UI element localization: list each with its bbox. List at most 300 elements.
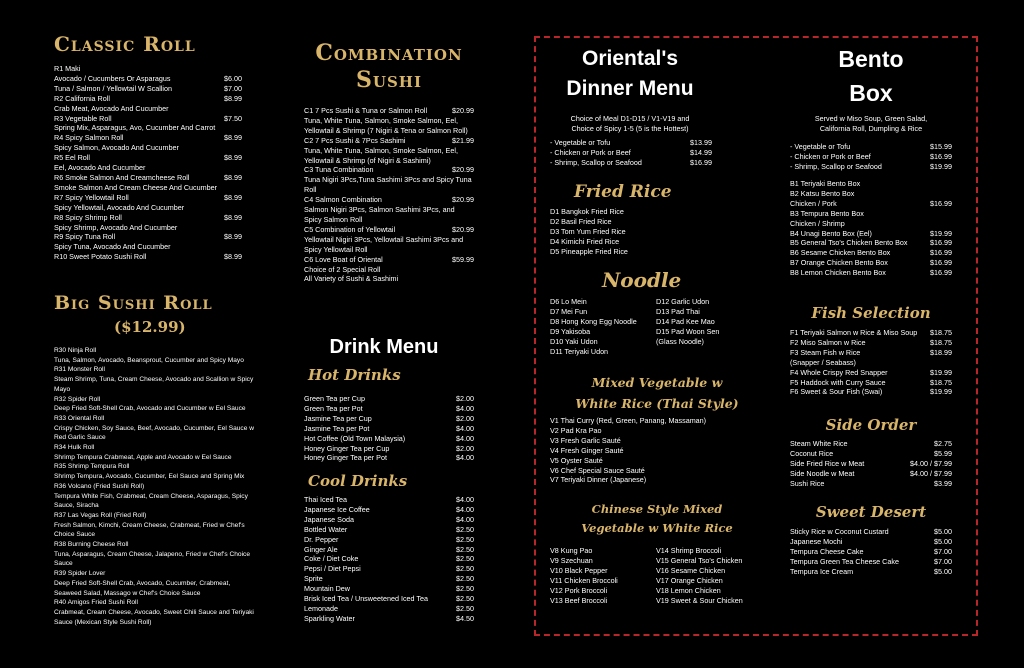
hot-drink-item bbox=[304, 414, 474, 424]
big-roll-line: Tempura White Fish, Crabmeat, Cream Cheese, Asparagus, Spicy Sauce, Siracha bbox=[54, 492, 248, 510]
combination-item-price: $21.99 bbox=[452, 135, 474, 145]
big-roll-line: R36 Volcano (Fried Sushi Roll) bbox=[54, 482, 145, 490]
bento-item-name: B5 General Tso's Chicken Bento Box bbox=[790, 238, 908, 248]
bento-price-item bbox=[790, 152, 952, 162]
bento-price-item-price: $16.99 bbox=[930, 151, 952, 161]
fish-item bbox=[790, 378, 952, 388]
bento-title-line2: Box bbox=[849, 80, 893, 106]
big-roll-line: R38 Burning Cheese Roll bbox=[54, 541, 129, 549]
bento-price-item bbox=[790, 142, 952, 152]
chinese-style-list bbox=[550, 546, 756, 605]
combination-item-name: C5 Combination of Yellowtail bbox=[304, 224, 396, 234]
classic-roll-item-name: Spicy Salmon, Avocado And Cucumber bbox=[54, 143, 179, 153]
noodle-item: D10 Yaki Udon bbox=[550, 336, 598, 346]
dessert-item-name: Tempura Ice Cream bbox=[790, 566, 854, 576]
big-roll-title: Big Sushi Roll bbox=[54, 292, 213, 314]
classic-roll-item-name: Spring Mix, Asparagus, Avo, Cucumber And Carrot bbox=[54, 123, 216, 133]
chinese-right-list bbox=[656, 546, 756, 605]
bento-price-item-price: $15.99 bbox=[930, 142, 952, 151]
mixed-veg-item: V7 Teriyaki Dinner (Japanese) bbox=[550, 475, 647, 485]
dinner-price-item-price: $13.99 bbox=[690, 138, 712, 147]
fish-item-name: F1 Teriyaki Salmon w Rice & Miso Soup bbox=[790, 328, 918, 337]
classic-roll-item-name: Avocado / Cucumbers Or Asparagus bbox=[54, 73, 171, 83]
dessert-item-name: Tempura Cheese Cake bbox=[790, 546, 864, 556]
cool-drink-item bbox=[304, 505, 474, 515]
noodle-item: D9 Yakisoba bbox=[550, 326, 591, 336]
dinner-choice-line2: Choice of Spicy 1-5 (5 is the Hottest) bbox=[571, 123, 689, 133]
dinner-choice-text bbox=[550, 114, 710, 134]
dinner-choice-line1: Choice of Meal D1-D15 / V1-V19 and bbox=[570, 114, 690, 123]
classic-roll-item bbox=[54, 173, 242, 183]
noodle-item: D6 Lo Mein bbox=[550, 297, 587, 306]
classic-roll-item bbox=[54, 213, 242, 223]
fish-item-price: $18.75 bbox=[930, 337, 952, 347]
mixed-veg-item: V4 Fresh Ginger Sauté bbox=[550, 445, 624, 455]
side-order-item-price: $4.00 / $7.99 bbox=[910, 458, 952, 468]
big-roll-line: Deep Fried Soft-Shell Crab, Avocado and Cucumber w Eel Sauce bbox=[54, 405, 246, 413]
bento-item-name: B4 Unagi Bento Box (Eel) bbox=[790, 228, 872, 238]
bento-item-price: $16.99 bbox=[930, 268, 952, 278]
combination-item-name: Yellowtail Nigiri 3Pcs, Yellowtail Sashimi 3Pcs and Spicy Yellowtail Roll bbox=[304, 234, 464, 254]
dessert-item-name: Japanese Mochi bbox=[790, 536, 843, 546]
side-order-item-name: Coconut Rice bbox=[790, 448, 834, 458]
bento-box-title bbox=[790, 42, 952, 110]
classic-roll-item-price: $8.99 bbox=[224, 192, 242, 202]
noodle-item: D14 Pad Kee Mao bbox=[656, 316, 715, 326]
bento-price-list bbox=[790, 142, 952, 172]
mixed-veg-item: V6 Chef Special Sauce Sauté bbox=[550, 465, 645, 475]
classic-roll-item bbox=[54, 143, 242, 153]
classic-roll-item-name: R10 Sweet Potato Sushi Roll bbox=[54, 252, 147, 262]
side-order-item-price: $4.00 / $7.99 bbox=[910, 468, 952, 478]
cool-drink-item bbox=[304, 545, 474, 555]
dessert-item bbox=[790, 527, 952, 537]
combination-item-price: $59.99 bbox=[452, 254, 474, 264]
mixed-veg-item: V1 Thai Curry (Red, Green, Panang, Massaman) bbox=[550, 416, 707, 425]
chinese-style-item: V10 Black Pepper bbox=[550, 565, 608, 575]
classic-roll-item-price: $7.50 bbox=[224, 113, 242, 123]
bento-item-price: $19.99 bbox=[930, 228, 952, 238]
dinner-price-item-price: $16.99 bbox=[690, 157, 712, 167]
bento-item-price: $16.99 bbox=[930, 198, 952, 208]
classic-roll-item-name: Crab Meat, Avocado And Cucumber bbox=[54, 103, 169, 113]
bento-item bbox=[790, 229, 952, 239]
side-order-item-price: $3.99 bbox=[934, 478, 952, 488]
big-roll-subtitle: ($12.99) bbox=[114, 318, 186, 336]
chinese-style-item: V16 Sesame Chicken bbox=[656, 565, 726, 575]
big-roll-line: Crispy Chicken, Soy Sauce, Beef, Avocado, Cucumber, Eel Sauce w Red Garlic Sauce bbox=[54, 424, 254, 442]
side-order-list bbox=[790, 439, 952, 489]
cool-drink-item-price: $4.00 bbox=[456, 504, 474, 514]
dessert-item-price: $7.00 bbox=[934, 546, 952, 556]
classic-roll-item bbox=[54, 74, 242, 84]
hot-drink-item bbox=[304, 424, 474, 434]
combination-item-name: C3 Tuna Combination bbox=[304, 165, 374, 175]
bento-item bbox=[790, 248, 952, 258]
combination-item bbox=[304, 255, 474, 265]
big-roll-line: Fresh Salmon, Kimchi, Cream Cheese, Crabmeat, Fried w Chef's Choice Sauce bbox=[54, 521, 245, 539]
hot-drink-item bbox=[304, 444, 474, 454]
cool-drink-item-name: Bottled Water bbox=[304, 524, 348, 534]
noodle-item: D13 Pad Thai bbox=[656, 306, 700, 316]
fish-item bbox=[790, 368, 952, 378]
bento-desc-line1: Served w Miso Soup, Green Salad, bbox=[814, 114, 928, 123]
cool-drink-item-price: $4.00 bbox=[456, 495, 474, 504]
bento-item bbox=[790, 199, 952, 209]
cool-drink-item bbox=[304, 564, 474, 574]
dinner-price-item-price: $14.99 bbox=[690, 147, 712, 157]
classic-roll-item bbox=[54, 223, 242, 233]
cool-drink-item bbox=[304, 594, 474, 604]
fish-item-price: $19.99 bbox=[930, 387, 952, 397]
combination-item bbox=[304, 195, 474, 205]
fish-item bbox=[790, 338, 952, 348]
bento-item-name: B6 Sesame Chicken Bento Box bbox=[790, 248, 891, 258]
side-order-item bbox=[790, 459, 952, 469]
dessert-item bbox=[790, 537, 952, 547]
hot-drink-item-name: Jasmine Tea per Pot bbox=[304, 423, 370, 433]
bento-desc-line2: California Roll, Dumpling & Rice bbox=[819, 123, 923, 133]
hot-drink-item-name: Hot Coffee (Old Town Malaysia) bbox=[304, 433, 406, 443]
classic-roll-item bbox=[54, 203, 242, 213]
dinner-price-item-name: - Vegetable or Tofu bbox=[550, 138, 611, 147]
bento-item-name: B3 Tempura Bento Box bbox=[790, 208, 864, 218]
mixed-veg-item: V5 Oyster Sauté bbox=[550, 455, 603, 465]
side-order-item bbox=[790, 439, 952, 449]
mixed-veg-title bbox=[550, 372, 764, 414]
cool-drink-item bbox=[304, 495, 474, 505]
classic-roll-item bbox=[54, 163, 242, 173]
noodle-item: D11 Teriyaki Udon bbox=[550, 346, 609, 356]
bento-item bbox=[790, 258, 952, 268]
combination-item bbox=[304, 225, 474, 235]
noodle-left-list bbox=[550, 297, 650, 356]
side-order-item bbox=[790, 479, 952, 489]
cool-drink-item-price: $2.50 bbox=[456, 554, 474, 564]
hot-drink-item-price: $2.00 bbox=[456, 413, 474, 423]
bento-item bbox=[790, 179, 952, 189]
combination-item-name: C6 Love Boat of Oriental bbox=[304, 254, 383, 264]
cool-drink-item-price: $4.00 bbox=[456, 514, 474, 524]
sweet-desert-title: Sweet Desert bbox=[815, 503, 927, 521]
chinese-style-title bbox=[550, 500, 764, 538]
combination-title-line1: Combination bbox=[315, 40, 463, 66]
side-order-item bbox=[790, 469, 952, 479]
side-order-item-name: Side Fried Rice w Meat bbox=[790, 458, 865, 468]
hot-drink-item-price: $4.00 bbox=[456, 423, 474, 433]
fish-item-name: F2 Miso Salmon w Rice bbox=[790, 337, 866, 347]
big-roll-line: Tuna, Asparagus, Cream Cheese, Jalapeno, Fried w Chef's Choice Sauce bbox=[54, 550, 250, 568]
noodle-item: D12 Garlic Udon bbox=[656, 297, 710, 306]
cool-drink-item-price: $2.50 bbox=[456, 564, 474, 574]
combination-item bbox=[304, 146, 474, 166]
classic-roll-item-price: $8.99 bbox=[224, 93, 242, 103]
chinese-style-item: V11 Chicken Broccoli bbox=[550, 575, 618, 585]
big-roll-line: Tuna, Salmon, Avocado, Beansprout, Cucumber and Spicy Mayo bbox=[54, 356, 244, 364]
dessert-item-price: $5.00 bbox=[934, 536, 952, 546]
classic-roll-item bbox=[54, 193, 242, 203]
combination-list bbox=[304, 106, 474, 284]
side-order-title: Side Order bbox=[825, 416, 917, 434]
fried-rice-item: D1 Bangkok Fried Rice bbox=[550, 207, 624, 216]
cool-drink-item-name: Dr. Pepper bbox=[304, 534, 339, 544]
classic-roll-list bbox=[54, 64, 242, 262]
dinner-title-line1: Oriental's bbox=[581, 47, 679, 70]
fried-rice-list bbox=[550, 207, 690, 257]
classic-roll-item-name: R6 Smoke Salmon And Creamcheese Roll bbox=[54, 172, 190, 182]
dessert-item-price: $7.00 bbox=[934, 556, 952, 566]
combination-item-name: Tuna Nigiri 3Pcs,Tuna Sashimi 3Pcs and Spicy Tuna Roll bbox=[304, 175, 472, 195]
combination-item-name: C1 7 Pcs Sushi & Tuna or Salmon Roll bbox=[304, 106, 428, 115]
dinner-title-line2: Dinner Menu bbox=[566, 77, 694, 100]
big-roll-line: Deep Fried Soft-Shell Crab, Avocado, Cucumber, Crabmeat, Seaweed Salad, Massago w Chef's Choice Sauce bbox=[54, 579, 231, 597]
combination-item bbox=[304, 136, 474, 146]
cool-drink-item bbox=[304, 604, 474, 614]
classic-roll-item bbox=[54, 183, 242, 193]
cool-drink-item-price: $2.50 bbox=[456, 594, 474, 604]
hot-drinks-title: Hot Drinks bbox=[308, 366, 401, 384]
chinese-style-item: V14 Shrimp Broccoli bbox=[656, 546, 722, 555]
big-roll-line: Shrimp Tempura, Avocado, Cucumber, Eel Sauce and Spring Mix bbox=[54, 473, 245, 481]
cool-drink-item-price: $2.50 bbox=[456, 603, 474, 613]
classic-roll-item-name: R7 Spicy Yellowtail Roll bbox=[54, 192, 129, 202]
classic-roll-item bbox=[54, 242, 242, 252]
cool-drink-item bbox=[304, 515, 474, 525]
cool-drink-item bbox=[304, 554, 474, 564]
fish-item bbox=[790, 328, 952, 338]
hot-drink-item-price: $4.00 bbox=[456, 453, 474, 463]
classic-roll-item-price: $8.99 bbox=[224, 133, 242, 143]
classic-roll-item bbox=[54, 232, 242, 242]
hot-drink-item-price: $2.00 bbox=[456, 443, 474, 453]
bento-description bbox=[790, 114, 952, 134]
bento-item-name: B1 Teriyaki Bento Box bbox=[790, 179, 861, 188]
combination-item bbox=[304, 265, 474, 275]
combination-item-name: C4 Salmon Combination bbox=[304, 195, 382, 205]
bento-item-name: B8 Lemon Chicken Bento Box bbox=[790, 268, 886, 278]
combination-item-name: Tuna, White Tuna, Salmon, Smoke Salmon, Eel, Yellowtail & Shrimp (7 Nigiri & Tena or Salmon Roll) bbox=[304, 115, 468, 135]
noodle-item: D7 Mei Fun bbox=[550, 306, 588, 316]
big-roll-line: R34 Hulk Roll bbox=[54, 444, 95, 452]
big-roll-line: R32 Spider Roll bbox=[54, 395, 101, 403]
classic-roll-item-name: R8 Spicy Shrimp Roll bbox=[54, 212, 122, 222]
cool-drink-item bbox=[304, 584, 474, 594]
dinner-menu-title bbox=[550, 44, 710, 104]
bento-item-name: Chicken / Pork bbox=[790, 198, 837, 208]
big-roll-line: Steam Shrimp, Tuna, Cream Cheese, Avocado and Scallion w Spicy Mayo bbox=[54, 376, 254, 393]
classic-roll-item-name: R2 California Roll bbox=[54, 93, 110, 103]
dessert-item-price: $5.00 bbox=[934, 566, 952, 576]
side-order-item-name: Side Noodle w Meat bbox=[790, 468, 855, 478]
dinner-price-item bbox=[550, 138, 712, 148]
chinese-style-item: V18 Lemon Chicken bbox=[656, 585, 721, 595]
fish-item-name: F3 Steam Fish w Rice bbox=[790, 347, 861, 357]
classic-roll-item-price: $8.99 bbox=[224, 232, 242, 242]
classic-roll-item bbox=[54, 94, 242, 104]
fish-item-price: $19.99 bbox=[930, 367, 952, 377]
bento-price-item-name: - Shrimp, Scallop or Seafood bbox=[790, 161, 882, 171]
cool-drink-item-name: Thai Iced Tea bbox=[304, 495, 348, 504]
hot-drink-item-name: Honey Ginger Tea per Cup bbox=[304, 443, 390, 453]
chinese-style-item: V9 Szechuan bbox=[550, 555, 593, 565]
cool-drinks-title: Cool Drinks bbox=[308, 472, 408, 490]
hot-drink-item-name: Green Tea per Pot bbox=[304, 403, 363, 413]
mixed-veg-title-line1: Mixed Vegetable w bbox=[591, 375, 723, 390]
fried-rice-title: Fried Rice bbox=[574, 182, 672, 202]
dinner-price-item bbox=[550, 148, 712, 158]
combination-item bbox=[304, 106, 474, 116]
big-roll-line: R37 Las Vegas Roll (Fried Roll) bbox=[54, 511, 147, 519]
chinese-style-item: V12 Pork Broccoli bbox=[550, 585, 608, 595]
hot-drink-item-price: $2.00 bbox=[456, 394, 474, 403]
hot-drink-item-price: $4.00 bbox=[456, 403, 474, 413]
fried-rice-item: D5 Pineapple Fried Rice bbox=[550, 246, 628, 256]
bento-item bbox=[790, 268, 952, 278]
noodle-item: (Glass Noodle) bbox=[656, 336, 704, 346]
classic-roll-item bbox=[54, 252, 242, 262]
dinner-price-item-name: - Shrimp, Scallop or Seafood bbox=[550, 157, 642, 167]
combination-item-price: $20.99 bbox=[452, 224, 474, 234]
noodle-item: D15 Pad Woon Sen bbox=[656, 326, 720, 336]
classic-roll-item bbox=[54, 104, 242, 114]
classic-roll-item-name: Smoke Salmon And Cream Cheese And Cucumber bbox=[54, 182, 217, 192]
bento-item-price: $16.99 bbox=[930, 258, 952, 268]
classic-roll-item-price: $8.99 bbox=[224, 252, 242, 262]
chinese-title-line2: Vegetable w White Rice bbox=[581, 521, 733, 535]
big-roll-line: R39 Spider Lover bbox=[54, 570, 106, 578]
dessert-list bbox=[790, 527, 952, 577]
big-roll-list bbox=[54, 346, 254, 627]
bento-price-item-price: $19.99 bbox=[930, 161, 952, 171]
classic-roll-item-name: R5 Eel Roll bbox=[54, 153, 90, 163]
cool-drink-item-name: Sparkling Water bbox=[304, 613, 355, 623]
fish-selection-title: Fish Selection bbox=[811, 304, 931, 322]
hot-drink-item-name: Green Tea per Cup bbox=[304, 394, 365, 403]
fried-rice-item: D2 Basil Fried Rice bbox=[550, 216, 612, 226]
combination-item-price: $20.99 bbox=[452, 195, 474, 205]
combination-item-name: All Variety of Sushi & Sashimi bbox=[304, 274, 399, 284]
side-order-item bbox=[790, 449, 952, 459]
cool-drink-item-name: Pepsi / Diet Pepsi bbox=[304, 564, 361, 574]
dessert-item bbox=[790, 557, 952, 567]
noodle-title: Noodle bbox=[602, 268, 682, 292]
classic-roll-item-name: Spicy Yellowtail, Avocado And Cucumber bbox=[54, 202, 185, 212]
fish-item-name: F6 Sweet & Sour Fish (Swai) bbox=[790, 387, 883, 397]
classic-roll-item-name: Spicy Shrimp, Avocado And Cucumber bbox=[54, 222, 178, 232]
hot-drink-item-name: Honey Ginger Tea per Pot bbox=[304, 453, 387, 463]
cool-drink-item bbox=[304, 525, 474, 535]
cool-drink-item bbox=[304, 614, 474, 624]
classic-roll-item bbox=[54, 114, 242, 124]
classic-roll-item-name: R4 Spicy Salmon Roll bbox=[54, 133, 124, 143]
cool-drink-item-price: $4.50 bbox=[456, 613, 474, 623]
bento-item bbox=[790, 238, 952, 248]
cool-drink-item bbox=[304, 574, 474, 584]
big-roll-line: Crabmeat, Cream Cheese, Avocado, Sweet Chili Sauce and Teriyaki Sauce (Mexican Style Sushi Roll) bbox=[54, 608, 254, 626]
classic-roll-item-name: Spicy Tuna, Avocado And Cucumber bbox=[54, 242, 171, 252]
cool-drink-item-name: Sprite bbox=[304, 574, 323, 584]
dessert-item bbox=[790, 547, 952, 557]
fish-item-name: F5 Haddock with Curry Sauce bbox=[790, 377, 886, 387]
side-order-item-name: Sushi Rice bbox=[790, 478, 825, 488]
dessert-item-name: Tempura Green Tea Cheese Cake bbox=[790, 556, 899, 566]
cool-drink-item-name: Japanese Soda bbox=[304, 514, 354, 524]
side-order-item-price: $5.99 bbox=[934, 448, 952, 458]
combination-title bbox=[304, 40, 474, 94]
hot-drink-item bbox=[304, 434, 474, 444]
dinner-price-item-name: - Chicken or Pork or Beef bbox=[550, 147, 631, 157]
hot-drink-item bbox=[304, 404, 474, 414]
drink-menu-title: Drink Menu bbox=[329, 336, 439, 358]
mixed-veg-item: V3 Fresh Garlic Sauté bbox=[550, 435, 621, 445]
classic-roll-item bbox=[54, 133, 242, 143]
combination-item-name: C2 7 Pcs Sushi & 7Pcs Sashimi bbox=[304, 135, 406, 145]
bento-price-item-name: - Chicken or Pork or Beef bbox=[790, 151, 871, 161]
combination-item bbox=[304, 235, 474, 255]
dessert-item-price: $5.00 bbox=[934, 527, 952, 536]
hot-drink-item-price: $4.00 bbox=[456, 433, 474, 443]
fish-item bbox=[790, 387, 952, 397]
chinese-style-item: V13 Beef Broccoli bbox=[550, 595, 608, 605]
bento-item bbox=[790, 189, 952, 199]
bento-item bbox=[790, 219, 952, 229]
noodle-item: D8 Hong Kong Egg Noodle bbox=[550, 316, 637, 326]
hot-drink-item bbox=[304, 394, 474, 404]
combination-item bbox=[304, 116, 474, 136]
bento-price-item-name: - Vegetable or Tofu bbox=[790, 142, 851, 151]
bento-item-price: $16.99 bbox=[930, 238, 952, 248]
classic-roll-item-name: R1 Maki bbox=[54, 64, 81, 73]
cool-drink-item-price: $2.50 bbox=[456, 524, 474, 534]
cool-drink-item-name: Lemonade bbox=[304, 603, 338, 613]
side-order-item-price: $2.75 bbox=[934, 439, 952, 448]
fish-item bbox=[790, 348, 952, 358]
big-roll-line: R35 Shrimp Tempura Roll bbox=[54, 463, 130, 471]
classic-roll-item bbox=[54, 84, 242, 94]
fish-item bbox=[790, 358, 952, 368]
bento-title-line1: Bento bbox=[838, 46, 904, 72]
classic-roll-item-name: R9 Spicy Tuna Roll bbox=[54, 232, 116, 242]
big-roll-line: R40 Amigos Fried Sushi Roll bbox=[54, 599, 138, 607]
classic-roll-item bbox=[54, 123, 242, 133]
combination-item bbox=[304, 175, 474, 195]
cool-drink-item-name: Mountain Dew bbox=[304, 584, 350, 594]
bento-item-price: $16.99 bbox=[930, 248, 952, 258]
cool-drink-item bbox=[304, 535, 474, 545]
cool-drink-item-name: Ginger Ale bbox=[304, 544, 338, 554]
big-roll-line: R33 Oriental Roll bbox=[54, 414, 105, 422]
classic-roll-item-name: Tuna / Salmon / Yellowtail W Scallion bbox=[54, 83, 172, 93]
combination-item-price: $20.99 bbox=[452, 106, 474, 115]
chinese-left-list bbox=[550, 546, 650, 605]
classic-roll-item-price: $8.99 bbox=[224, 212, 242, 222]
dinner-price-list bbox=[550, 138, 712, 168]
fish-item-price: $18.75 bbox=[930, 377, 952, 387]
classic-roll-item-price: $8.99 bbox=[224, 153, 242, 163]
combination-item-name: Choice of 2 Special Roll bbox=[304, 264, 381, 274]
fish-list bbox=[790, 328, 952, 397]
combination-title-line2: Sushi bbox=[356, 67, 422, 93]
hot-drinks-list bbox=[304, 394, 474, 463]
fish-item-price: $18.75 bbox=[930, 328, 952, 337]
combination-item bbox=[304, 274, 474, 284]
bento-price-item bbox=[790, 162, 952, 172]
chinese-title-line1: Chinese Style Mixed bbox=[591, 502, 723, 516]
combination-item-price: $20.99 bbox=[452, 165, 474, 175]
cool-drink-item-price: $2.50 bbox=[456, 584, 474, 594]
classic-roll-title: Classic Roll bbox=[54, 32, 196, 56]
classic-roll-item-price: $8.99 bbox=[224, 172, 242, 182]
